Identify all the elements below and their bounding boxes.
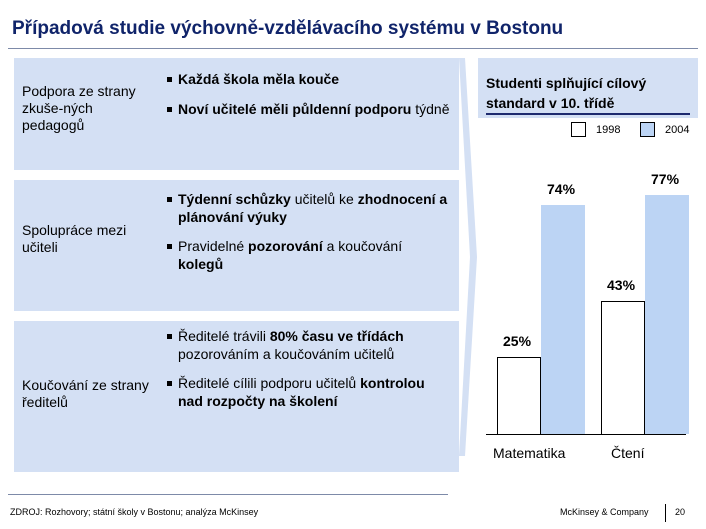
panel-heading: Podpora ze strany zkuše-ných pedagogů [22,83,136,133]
footer-separator [665,504,666,522]
legend-label-1998: 1998 [596,123,621,136]
bullet-text: pozorování [248,238,323,254]
bullet-text: Noví učitelé měli půldenní podporu [178,100,412,117]
bullet-text: Každá škola měla kouče [178,71,340,87]
flow-arrow-graphic [459,58,477,456]
bullet-text: 80% času ve třídách [269,328,404,344]
bullet-item [166,71,451,89]
bar-value-label: 77% [651,171,680,188]
bullet-text: kolegů [178,255,224,272]
bullet-item [166,238,451,273]
chart-heading-rule [486,113,690,115]
category-label-matematika: Matematika [493,445,566,461]
panel-principal-coaching [14,321,459,472]
page-title: Případová studie výchovně-vzdělávacího systému v Bostonu [12,18,564,39]
legend-label-2004: 2004 [665,123,690,136]
bullet-text: kontrolou nad rozpočty na školení [178,375,425,409]
legend-item-2004 [640,122,689,137]
chart-heading-box [478,58,698,118]
bar-1998-0 [497,357,541,435]
panel-coaching-support [14,58,459,170]
bar-2004-1 [645,195,689,434]
footer-source: ZDROJ: Rozhovory; státní školy v Bostonu; analýza McKinsey [10,507,259,517]
panel-heading: Koučování ze strany ředitelů [22,377,149,410]
bullet-text: a koučování [322,238,403,254]
panel-bullets [166,191,451,285]
panel-teacher-collaboration [14,180,459,311]
panel-bullets [166,71,451,130]
bullet-text: pozorováním a koučováním učitelů [178,345,395,362]
chart-heading: Studenti splňující cílový standard v 10. třídě [486,75,647,111]
bullet-text: týdně [411,100,450,117]
bullet-item [166,101,451,119]
bar-value-label: 74% [547,180,576,197]
footer-company: McKinsey & Company [560,507,649,517]
bar-value-label: 25% [503,332,532,349]
bullet-item [166,328,451,363]
bullet-text: učitelů ke [290,191,358,207]
legend-swatch-2004 [640,122,655,137]
bullet-text: Pravidelné [178,238,249,254]
bar-2004-0 [541,205,585,434]
bullet-text: Týdenní schůzky [178,191,291,207]
bullet-text: zhodnocení a plánování výuky [178,191,448,225]
footer-divider [8,494,448,495]
bar-value-label: 43% [607,276,636,293]
bullet-text: Ředitelé cílili podporu učitelů [178,375,361,391]
bullet-item [166,375,451,410]
legend-item-1998 [571,122,620,137]
category-label-cteni: Čtení [611,445,645,461]
chart-baseline [486,434,686,435]
panel-heading: Spolupráce mezi učiteli [22,222,127,255]
panel-bullets [166,328,451,422]
bar-1998-1 [601,301,645,434]
legend-swatch-1998 [571,122,586,137]
title-divider [8,48,698,49]
page-number: 20 [675,507,686,517]
bullet-item [166,191,451,226]
bullet-text: Ředitelé trávili [178,328,270,344]
